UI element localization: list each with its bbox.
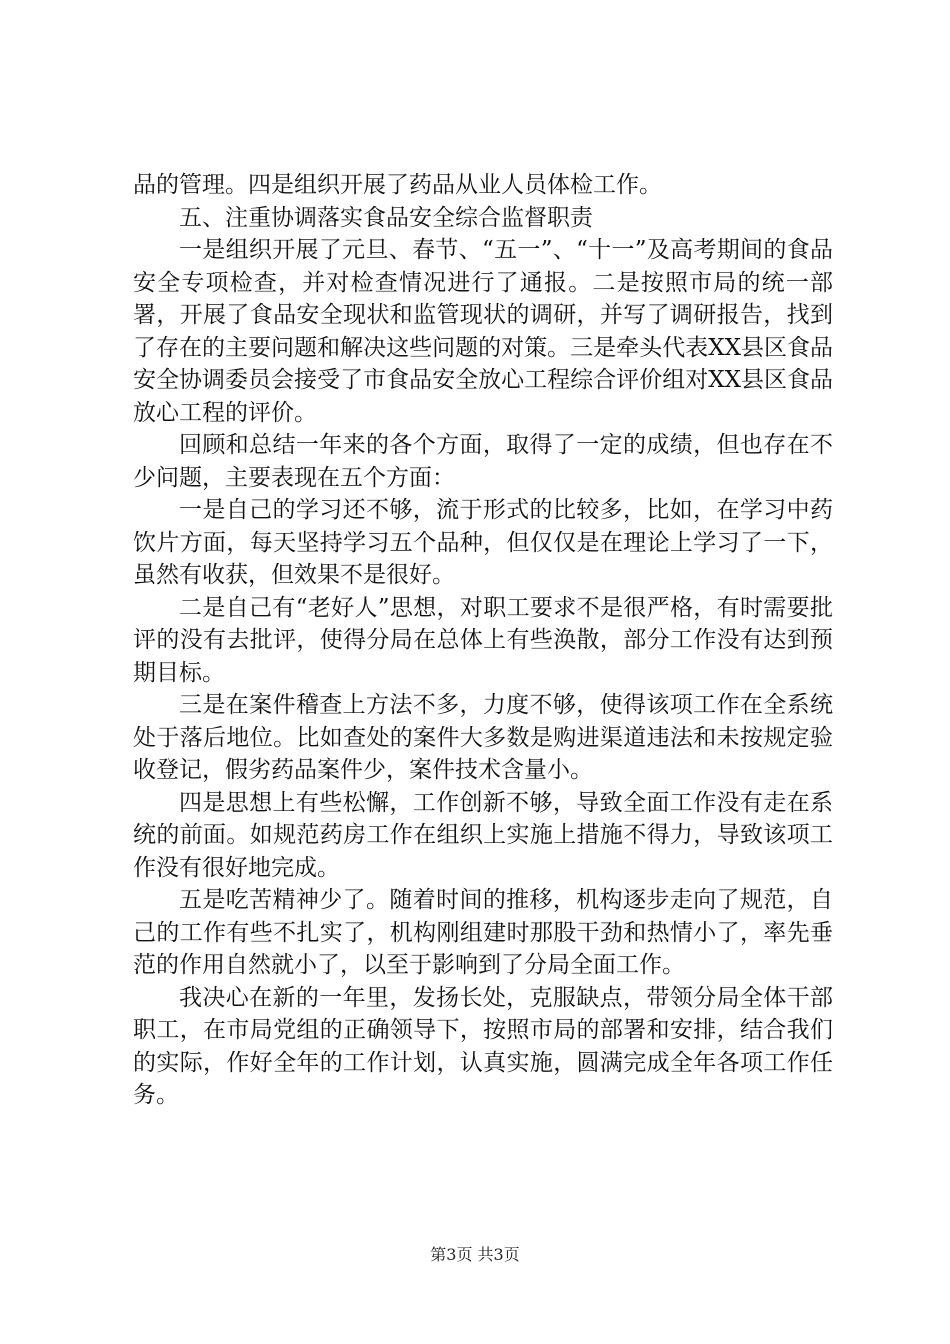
paragraph-10: 我决心在新的一年里，发扬长处，克服缺点，带领分局全体干部职工，在市局党组的正确领导下，按照市局的部署和安排，结合我们的实际，作好全年的工作计划，认真实施，圆满完成全年各项工作任务。: [133, 984, 833, 1108]
paragraph-5: 一是自己的学习还不够，流于形式的比较多，比如，在学习中药饮片方面，每天坚持学习五个品种，但仅仅是在理论上学习了一下，虽然有收获，但效果不是很好。: [133, 497, 833, 588]
paragraph-7: 三是在案件稽查上方法不多，力度不够，使得该项工作在全系统处于落后地位。比如查处的案件大多数是购进渠道违法和未按规定验收登记，假劣药品案件少，案件技术含量小。: [133, 692, 833, 783]
paragraph-1: 品的管理。四是组织开展了药品从业人员体检工作。: [133, 172, 662, 198]
paragraph-8: 四是思想上有些松懈，工作创新不够，导致全面工作没有走在系统的前面。如规范药房工作在组织上实施上措施不得力，导致该项工作没有很好地完成。: [133, 789, 833, 881]
paragraph-3: 一是组织开展了元旦、春节、“五一”、“十一”及高考期间的食品安全专项检查，并对检查情况进行了通报。二是按照市局的统一部署，开展了食品安全现状和监管现状的调研，并写了调研报告，找到了存在的主要问题和解决这些问题的对策。三是牵头代表XX县区食品安全协调委员会接受了市食品安全放心工程综合评价组对XX县区食品放心工程的评价。: [133, 237, 833, 426]
paragraph-6: 二是自己有“老好人”思想，对职工要求不是很严格，有时需要批评的没有去批评，使得分局在总体上有些涣散，部分工作没有达到预期目标。: [133, 594, 833, 686]
section-heading: 五、注重协调落实食品安全综合监督职责: [179, 204, 593, 231]
page-number-footer: 第3页 共3页: [430, 1245, 520, 1264]
paragraph-4: 回顾和总结一年来的各个方面，取得了一定的成绩，但也存在不少问题，主要表现在五个方面：: [133, 432, 833, 491]
paragraph-9: 五是吃苦精神少了。随着时间的推移，机构逐步走向了规范，自己的工作有些不扎实了，机构刚组建时那股干劲和热情小了，率先垂范的作用自然就小了，以至于影响到了分局全面工作。: [133, 887, 833, 978]
document-body: [133, 169, 833, 1112]
